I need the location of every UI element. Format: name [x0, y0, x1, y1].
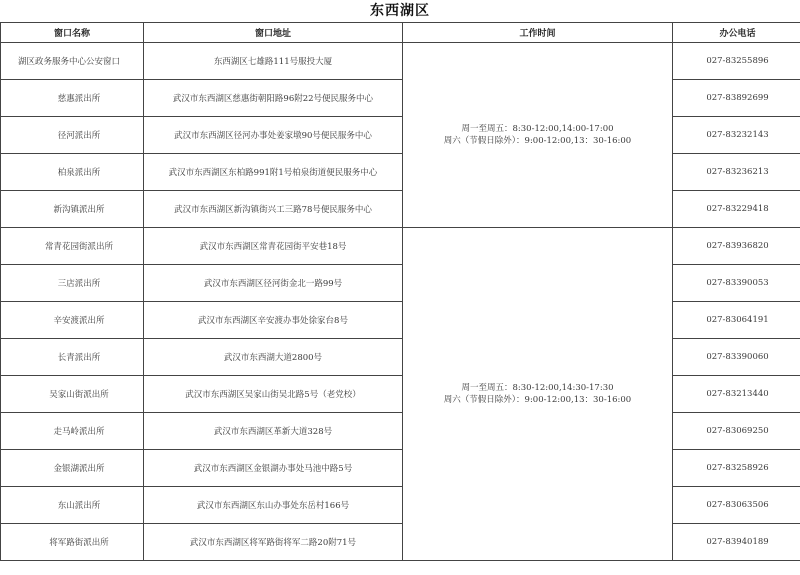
office-address: 武汉市东西湖区将军路街将军二路20附71号 [144, 524, 403, 561]
office-phone: 027-83232143 [673, 117, 800, 154]
office-name: 慈惠派出所 [1, 80, 144, 117]
office-address: 东西湖区七雄路111号服投大厦 [144, 43, 403, 80]
hours-cell [403, 228, 673, 561]
office-name: 常青花园街派出所 [1, 228, 144, 265]
table-row [1, 413, 800, 450]
office-phone: 027-83258926 [673, 450, 800, 487]
header-name: 窗口名称 [1, 23, 144, 43]
office-name: 走马岭派出所 [1, 413, 144, 450]
office-phone: 027-83936820 [673, 228, 800, 265]
table-header-row [1, 23, 800, 43]
table-row [1, 265, 800, 302]
table-row [1, 117, 800, 154]
office-address: 武汉市东西湖区辛安渡办事处徐家台8号 [144, 302, 403, 339]
office-name: 新沟镇派出所 [1, 191, 144, 228]
table-row [1, 302, 800, 339]
office-phone: 027-83064191 [673, 302, 800, 339]
office-address: 武汉市东西湖区东山办事处东岳村166号 [144, 487, 403, 524]
office-phone: 027-83390060 [673, 339, 800, 376]
office-address: 武汉市东西湖区东柏路991附1号柏泉街道便民服务中心 [144, 154, 403, 191]
office-phone: 027-83255896 [673, 43, 800, 80]
page-title: 东西湖区 [370, 3, 430, 19]
table-row [1, 154, 800, 191]
table-row [1, 191, 800, 228]
table-row [1, 228, 800, 265]
office-phone: 027-83213440 [673, 376, 800, 413]
table-row [1, 487, 800, 524]
office-address: 武汉市东西湖区革新大道328号 [144, 413, 403, 450]
office-phone: 027-83069250 [673, 413, 800, 450]
table-row [1, 524, 800, 561]
header-phone: 办公电话 [673, 23, 800, 43]
table-row [1, 450, 800, 487]
office-address: 武汉市东西湖区吴家山街吴北路5号（老党校） [144, 376, 403, 413]
hours-weekday: 周一至周五：8:30-12:00,14:30-17:30 [461, 383, 614, 393]
table-row [1, 339, 800, 376]
header-hours: 工作时间 [403, 23, 673, 43]
office-address: 武汉市东西湖区慈惠街朝阳路96附22号便民服务中心 [144, 80, 403, 117]
office-address: 武汉市东西湖区新沟镇街兴工三路78号便民服务中心 [144, 191, 403, 228]
office-address: 武汉市东西湖区径河办事处姜家墩90号便民服务中心 [144, 117, 403, 154]
office-name: 将军路街派出所 [1, 524, 144, 561]
office-name: 径河派出所 [1, 117, 144, 154]
hours-weekday: 周一至周五：8:30-12:00,14:00-17:00 [461, 124, 614, 134]
hours-cell [403, 43, 673, 228]
office-name: 东山派出所 [1, 487, 144, 524]
office-address: 武汉市东西湖区径河街金北一路99号 [144, 265, 403, 302]
hours-saturday: 周六（节假日除外）：9:00-12:00,13：30-16:00 [443, 395, 632, 405]
office-phone: 027-83063506 [673, 487, 800, 524]
office-name: 辛安渡派出所 [1, 302, 144, 339]
table-row [1, 43, 800, 80]
office-name: 三店派出所 [1, 265, 144, 302]
office-name: 长青派出所 [1, 339, 144, 376]
office-name: 金银湖派出所 [1, 450, 144, 487]
office-phone: 027-83229418 [673, 191, 800, 228]
office-address: 武汉市东西湖大道2800号 [144, 339, 403, 376]
office-address: 武汉市东西湖区金银湖办事处马池中路5号 [144, 450, 403, 487]
office-phone: 027-83236213 [673, 154, 800, 191]
office-phone: 027-83390053 [673, 265, 800, 302]
office-table [0, 22, 800, 561]
office-name: 柏泉派出所 [1, 154, 144, 191]
office-phone: 027-83892699 [673, 80, 800, 117]
table-row [1, 376, 800, 413]
office-phone: 027-83940189 [673, 524, 800, 561]
office-address: 武汉市东西湖区常青花园街平安巷18号 [144, 228, 403, 265]
hours-saturday: 周六（节假日除外）：9:00-12:00,13：30-16:00 [443, 136, 632, 146]
table-row [1, 80, 800, 117]
header-address: 窗口地址 [144, 23, 403, 43]
office-name: 吴家山街派出所 [1, 376, 144, 413]
office-name: 湖区政务服务中心公安窗口 [1, 43, 144, 80]
